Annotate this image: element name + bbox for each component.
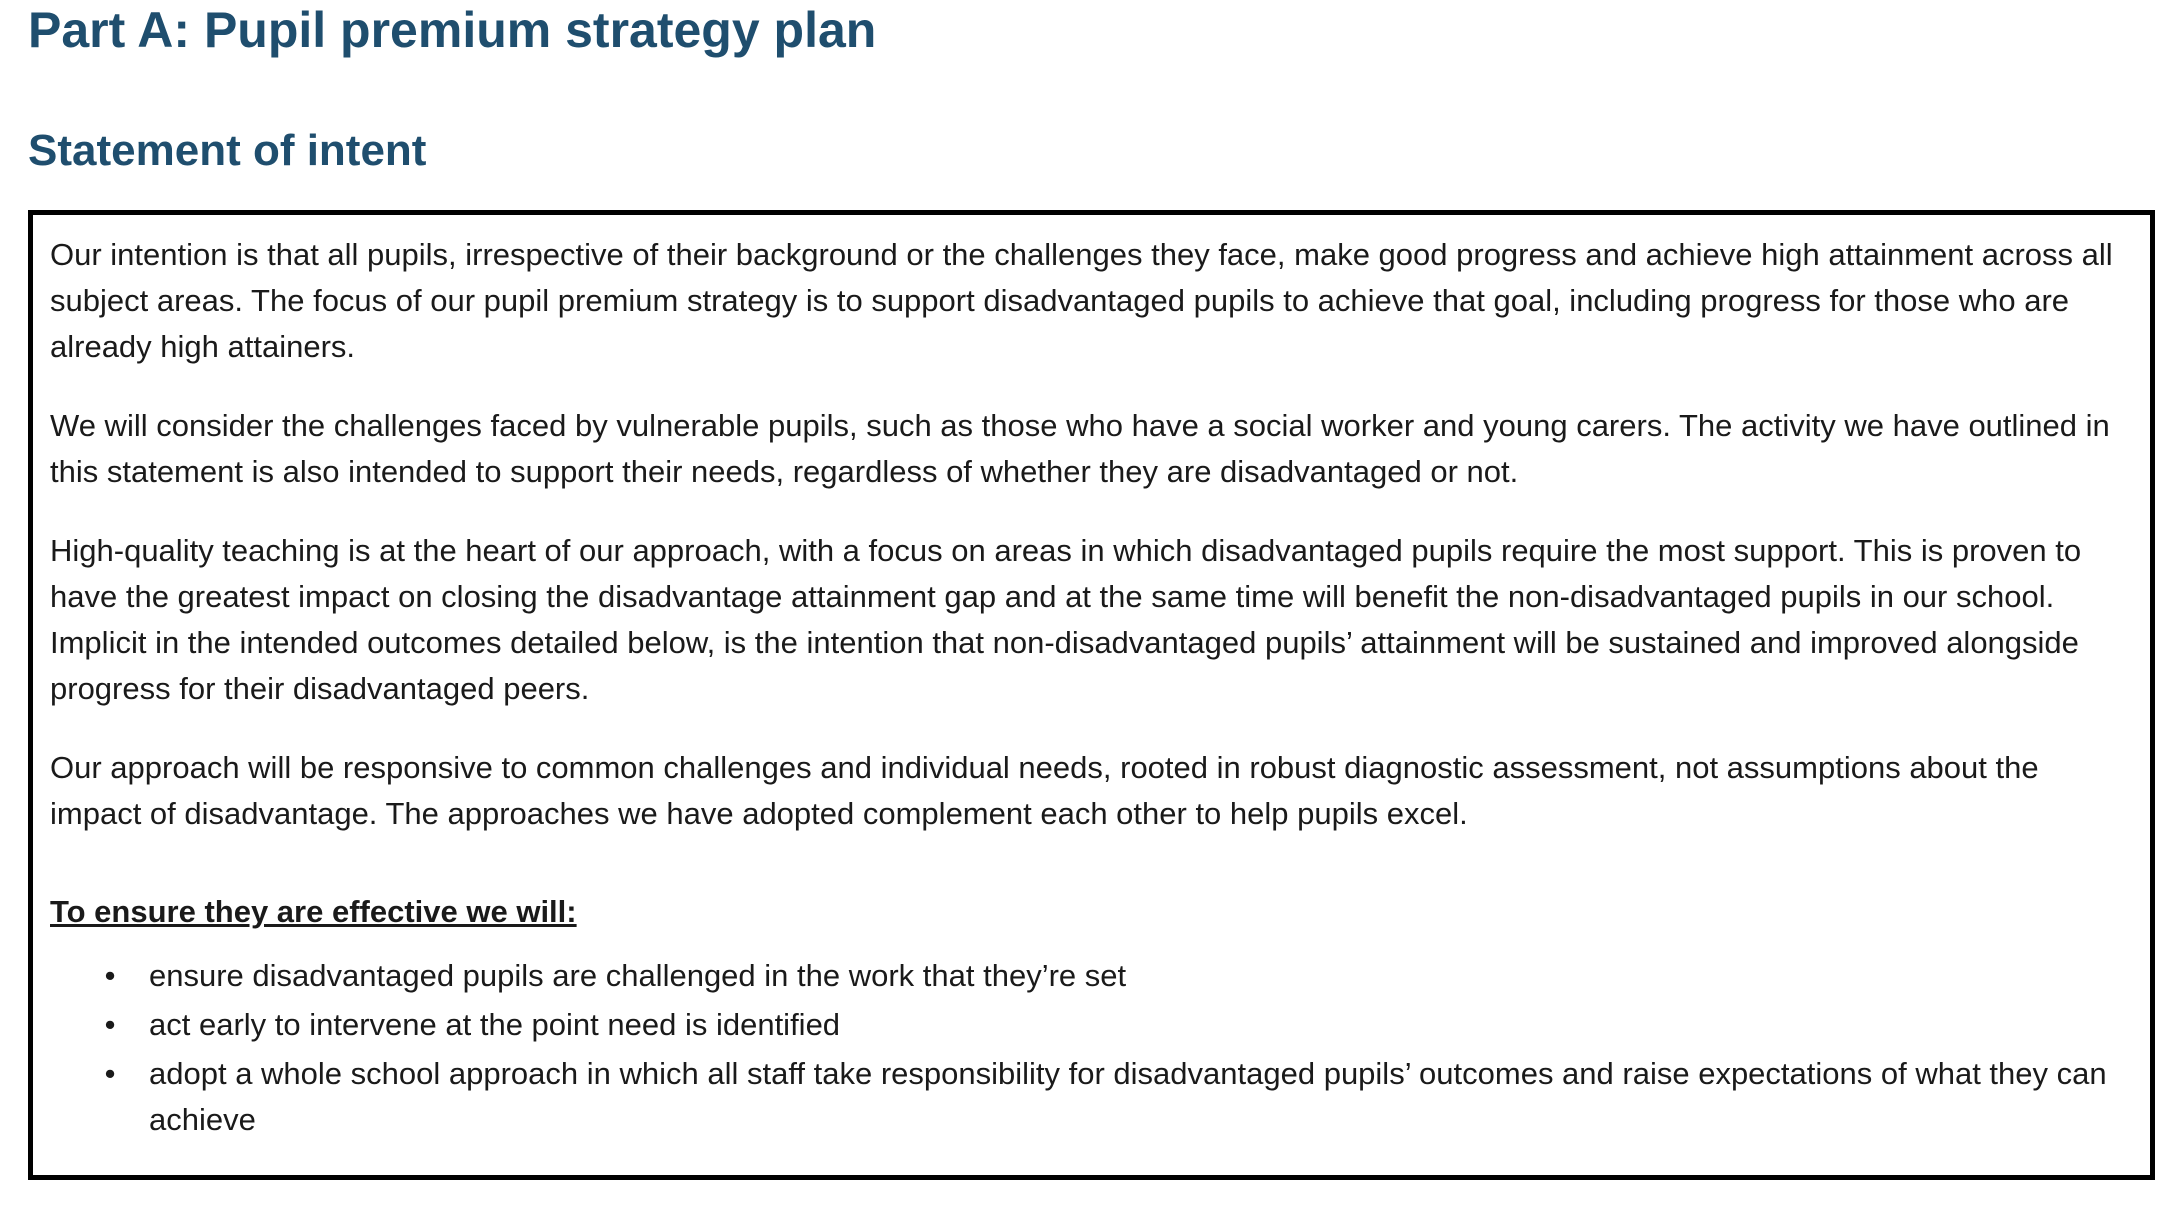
- intent-paragraph-4: Our approach will be responsive to common challenges and individual needs, rooted in robust diagnostic assessment, not assumptions about the impact of disadvantage. The approaches we have adopted complement each other to help pupils excel.: [50, 750, 2039, 831]
- list-item-text: ensure disadvantaged pupils are challenged in the work that they’re set: [149, 958, 1127, 993]
- list-item: [50, 1002, 2130, 1048]
- list-item-text: act early to intervene at the point need is identified: [149, 1007, 841, 1042]
- intent-paragraph-3: High-quality teaching is at the heart of our approach, with a focus on areas in which disadvantaged pupils require the most support. This is proven to have the greatest impact on closing the disadvantage attainment gap and at the same time will benefit the non-disadvantaged pupils in our school. Implicit in the intended outcomes detailed below, is the intention that non-disadvantaged pupils’ attainment will be sustained and improved alongside progress for their disadvantaged peers.: [50, 533, 2082, 706]
- list-item-text: adopt a whole school approach in which all staff take responsibility for disadvantaged pupils’ outcomes and raise expectations of what they can achieve: [149, 1056, 2107, 1137]
- list-lead: To ensure they are effective we will:: [50, 894, 577, 929]
- list-item: [50, 1051, 2130, 1143]
- section-title: Statement of intent: [28, 126, 427, 175]
- intent-paragraph-1: Our intention is that all pupils, irrespective of their background or the challenges they face, make good progress and achieve high attainment across all subject areas. The focus of our pupil premium strategy is to support disadvantaged pupils to achieve that goal, including progress for those who are already high attainers.: [50, 237, 2113, 364]
- bullet-icon: •: [104, 1007, 116, 1042]
- page-title: Part A: Pupil premium strategy plan: [28, 2, 877, 58]
- intent-paragraph-2: We will consider the challenges faced by vulnerable pupils, such as those who have a social worker and young carers. The activity we have outlined in this statement is also intended to support their needs, regardless of whether they are disadvantaged or not.: [50, 408, 2110, 489]
- effectiveness-list: [50, 953, 2130, 1143]
- bullet-icon: •: [104, 958, 116, 993]
- list-item: [50, 953, 2130, 999]
- statement-of-intent-box: [28, 210, 2155, 1180]
- bullet-icon: •: [104, 1056, 116, 1091]
